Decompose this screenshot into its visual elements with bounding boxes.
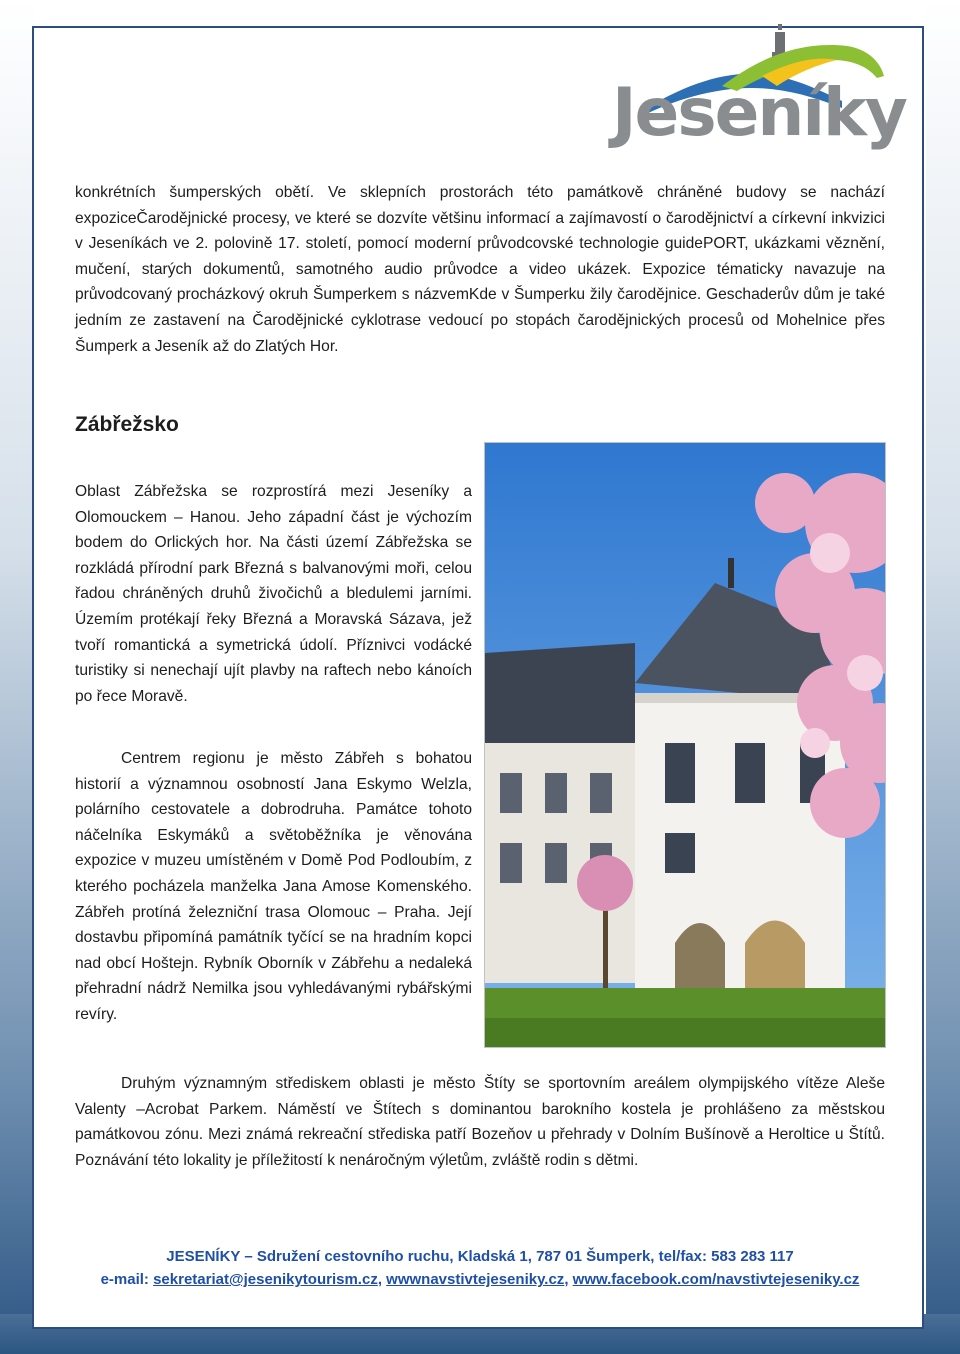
castle-photo (484, 442, 886, 1048)
zabrezsko-paragraph-1: Oblast Zábřežska se rozprostírá mezi Jeseníky a Olomouckem – Hanou. Jeho západní část je výchozím bodem do Orlických hor. Na části území Zábřežska se rozkládá přírodní park Březná s balvanovými moři, celou řadou chráněných druhů živočichů a bledulemi jarními. Územím protékají řeky Březná a Moravská Sázava, jež tvoří romantická a symetrická údolí. Příznivci vodácké turistiky si nenechají ujít plavby na raftech nebo kánoích po řece Moravě. (75, 483, 472, 705)
footer-separator: , (564, 1271, 573, 1288)
intro-paragraph: konkrétních šumperských obětí. Ve sklepních prostorách této památkově chráněné budovy se nachází expoziceČarodějnické procesy, ve které se dozvíte většinu informací a zajímavostí o čarodějnictví a církevní inkvizici v Jeseníkách ve 2. polovině 17. století, pomocí moderní průvodcovské technologie guidePORT, ukázkami věznění, mučení, starých dokumentů, samotného audio průvodce a video ukázek. Expozice tématicky navazuje na průvodcovaný procházkový okruh Šumperkem s názvemKde v Šumperku žily čarodějnice. Geschaderův dům je také jedním ze zastavení na Čarodějnické cyklotrase vedoucí po stopách čarodějnických procesů od Mohelnice přes Šumperk a Jeseník až do Zlatých Hor. (75, 184, 885, 355)
page-background-right (926, 0, 960, 1354)
footer-contacts (40, 1271, 920, 1288)
footer-separator: , (377, 1271, 387, 1288)
logo-wordmark: Jeseníky (612, 74, 906, 151)
zabrezsko-paragraph-3: Druhým významným střediskem oblasti je město Štíty se sportovním areálem olympijského vítěze Aleše Valenty –Acrobat Parkem. Náměstí ve Štítech s dominantou barokního kostela je prohlášeno za městskou památkovou zónu. Mezi známá rekreační střediska patří Bozeňov u přehrady v Dolním Bušínově a Heroltice u Štítů. Poznávání této lokality je příležitostí k nenáročným výletům, zvláště rodin s dětmi. (75, 1075, 885, 1169)
page-background-left (0, 0, 34, 1354)
footer-address: JESENÍKY – Sdružení cestovního ruchu, Kladská 1, 787 01 Šumperk, tel/fax: 583 283 117 (166, 1248, 794, 1265)
footer-facebook-link[interactable]: www.facebook.com/navstivtejeseniky.cz (572, 1271, 860, 1288)
zabrezsko-paragraph-2: Centrem regionu je město Zábřeh s bohatou historií a významnou osobností Jana Eskymo Welzla, polárního cestovatele a dobrodruha. Památce tohoto náčelníka Eskymáků a světoběžníka je věnována expozice v muzeu umístěném v Domě Pod Podloubím, z kterého pocházela manželka Jana Amose Komenského. Zábřeh protíná železniční trasa Olomouc – Praha. Její dostavbu připomíná památník tyčící se na hradním kopci nad obcí Hoštejn. Rybník Oborník v Zábřehu a nedaleká přehradní nádrž Nemilka jsou vyhledávanými rybářskými revíry. (75, 750, 472, 1023)
footer-email-link[interactable]: sekretariat@jesenikytourism.cz (153, 1271, 378, 1288)
section-heading: Zábřežsko (75, 413, 179, 436)
footer-email-label: e-mail: (100, 1271, 154, 1288)
footer-web-link[interactable]: wwwnavstivtejeseniky.cz (386, 1271, 565, 1288)
